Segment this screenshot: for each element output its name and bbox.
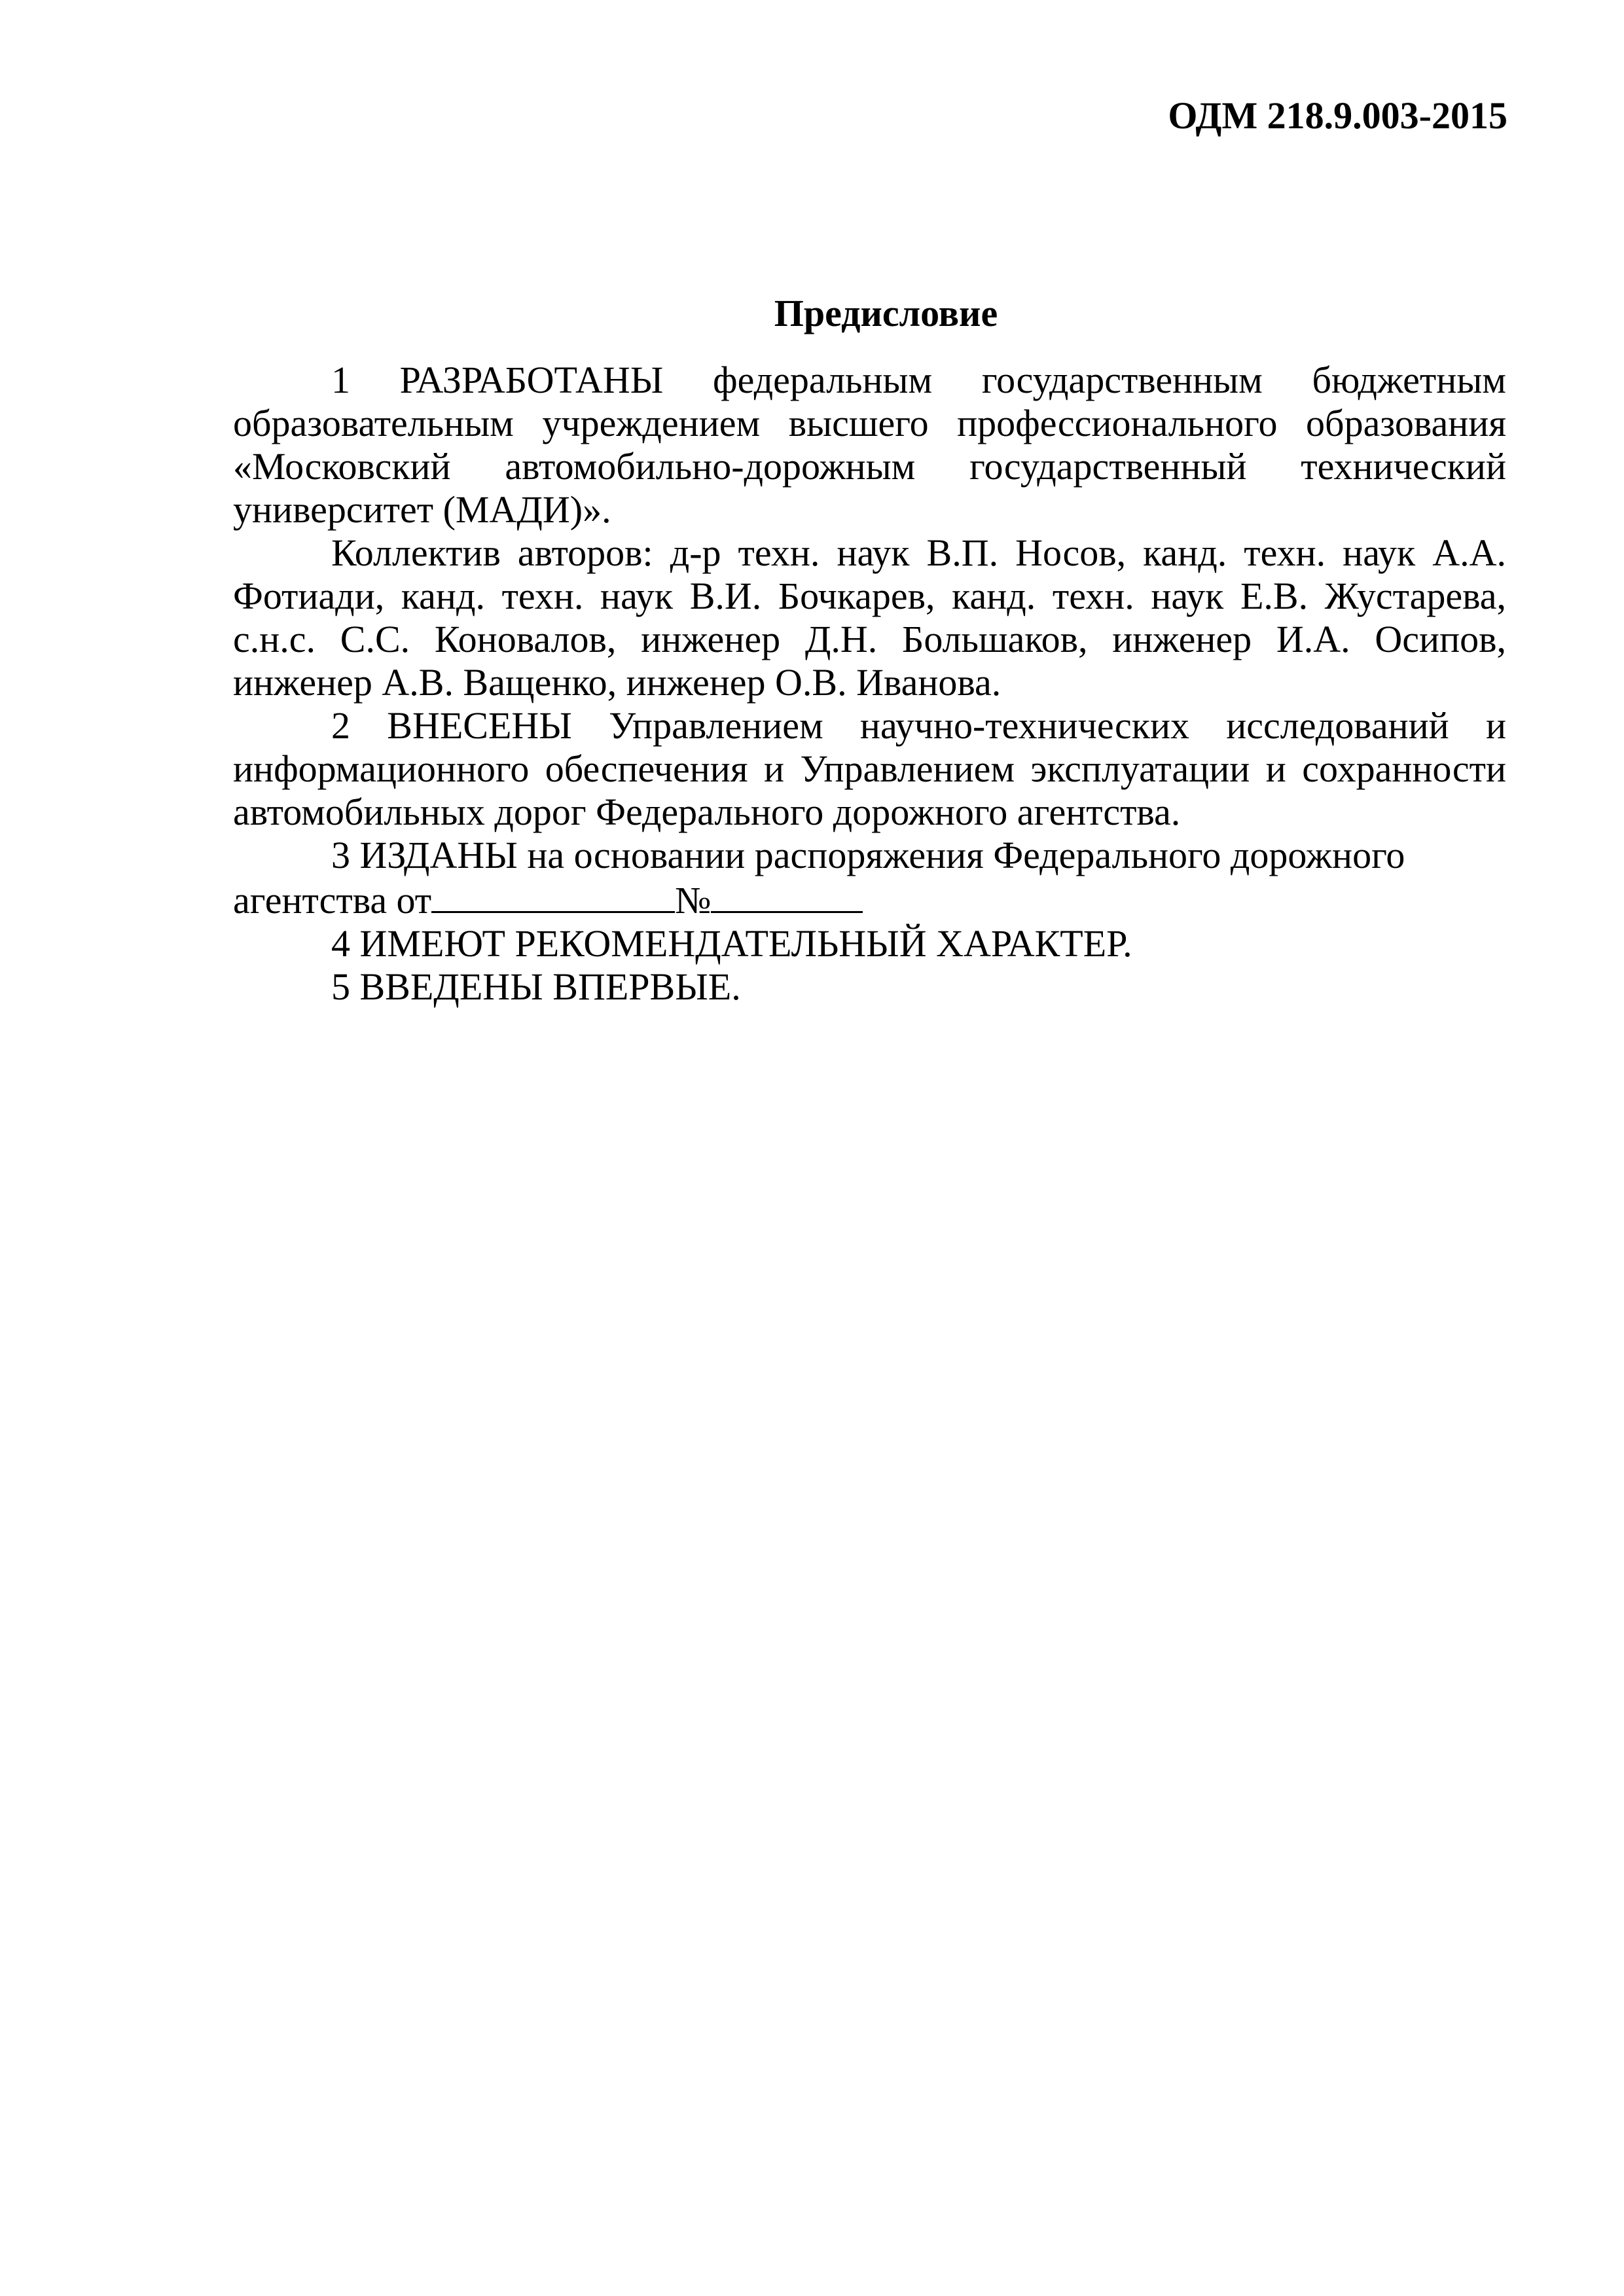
number-sign: № [675, 879, 712, 922]
paragraph-issued [233, 834, 1506, 922]
number-blank-line [711, 877, 863, 913]
foreword-body [233, 359, 1506, 1009]
paragraph-introduced-first: 5 ВВЕДЕНЫ ВПЕРВЫЕ. [331, 965, 741, 1008]
paragraph-submitted-by: 2 ВНЕСЕНЫ Управлением научно-технических исследований и информационного обеспечения и Управлением эксплуатации и сохранности автомобильных дорог Федерального дорожного агентства. [233, 704, 1506, 833]
paragraph-recommendatory: 4 ИМЕЮТ РЕКОМЕНДАТЕЛЬНЫЙ ХАРАКТЕР. [331, 922, 1132, 965]
issued-text: 3 ИЗДАНЫ на основании распоряжения Федерального дорожного агентства от [233, 834, 1405, 922]
paragraph-authors: Коллектив авторов: д-р техн. наук В.П. Носов, канд. техн. наук А.А. Фотиади, канд. техн. наук В.И. Бочкарев, канд. техн. наук Е.В. Жустарева, с.н.с. С.С. Коновалов, инженер Д.Н. Большаков, инженер И.А. Осипов, инженер А.В. Ващенко, инженер О.В. Иванова. [233, 531, 1506, 704]
date-blank-line [431, 877, 675, 913]
section-title: Предисловие [774, 292, 998, 334]
paragraph-developed-by: 1 РАЗРАБОТАНЫ федеральным государственным бюджетным образовательным учреждением высшего профессионального образования «Московский автомобильно-дорожным государственный технический университет (МАДИ)». [233, 359, 1506, 531]
document-code: ОДМ 218.9.003-2015 [1168, 94, 1507, 137]
